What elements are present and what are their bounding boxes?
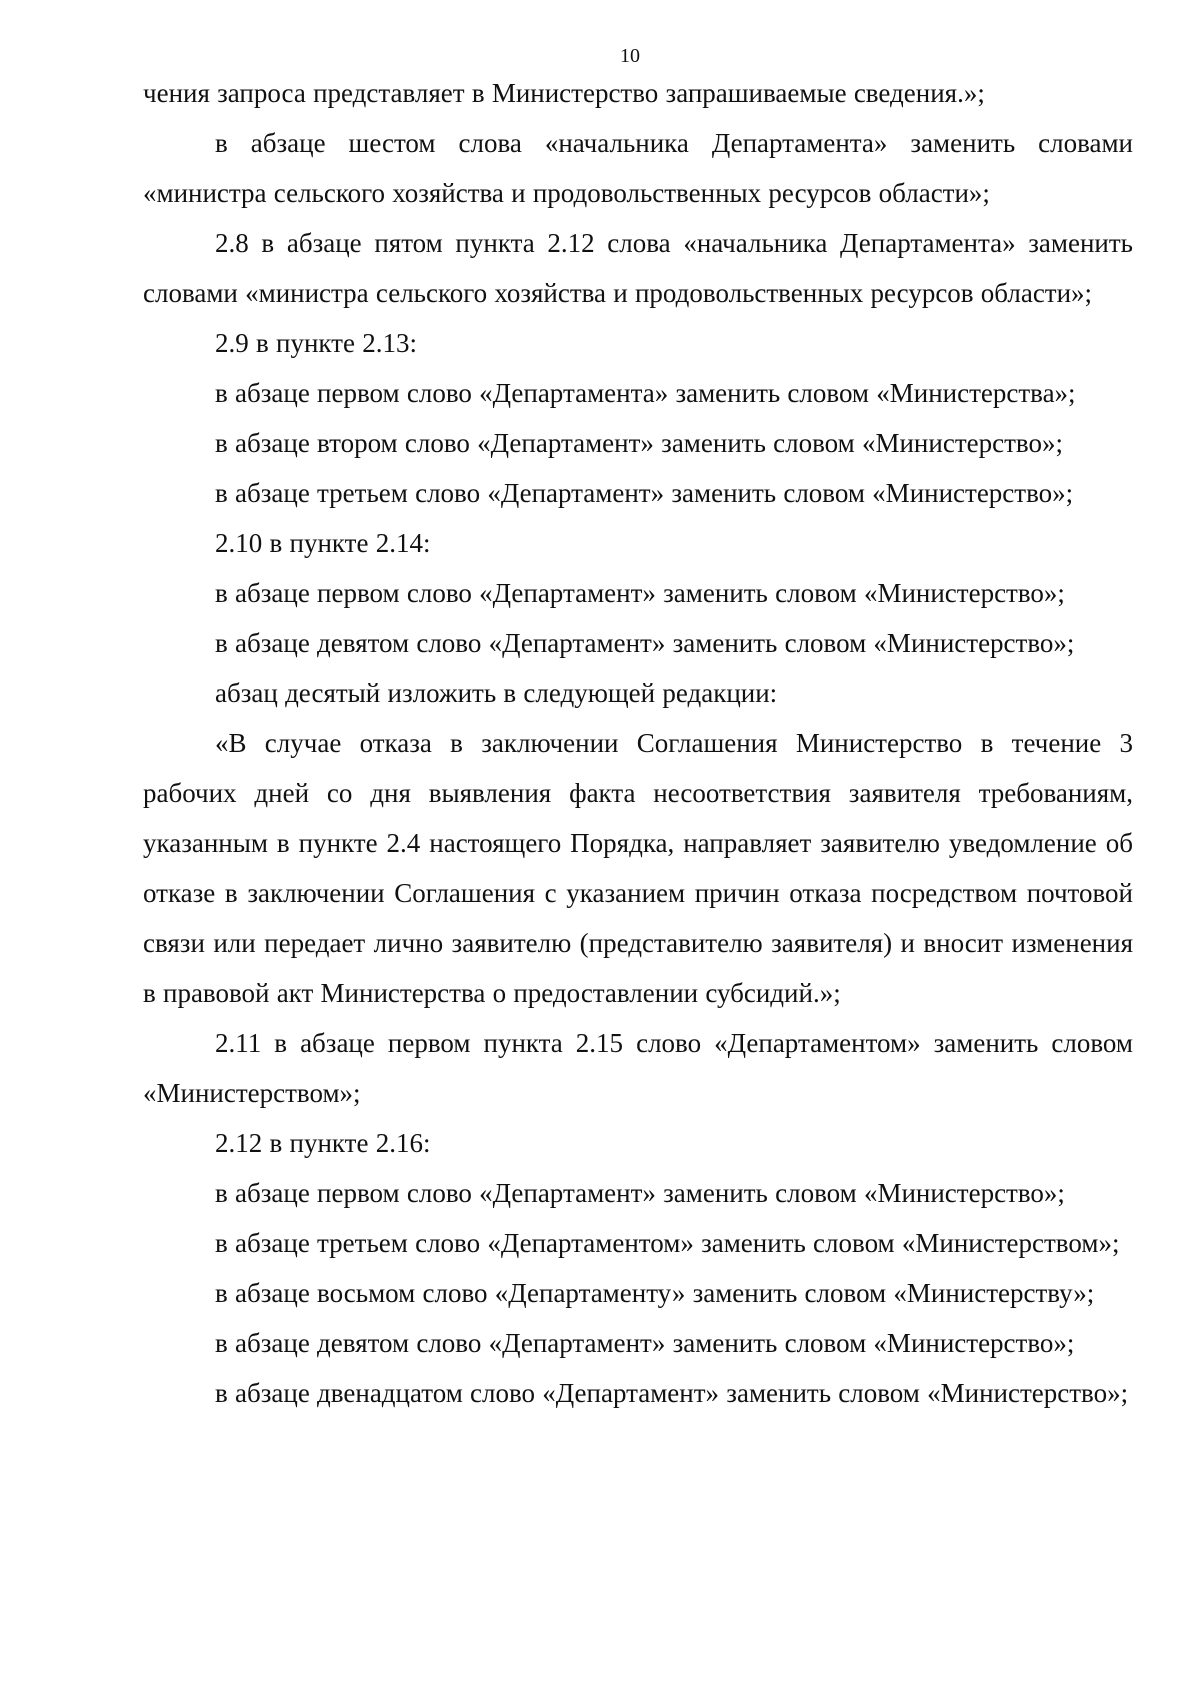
paragraph-1: чения запроса представляет в Министерство запрашиваемые сведения.»; bbox=[143, 78, 985, 108]
page-number: 10 bbox=[620, 45, 640, 67]
paragraph-14: 2.12 в пункте 2.16: bbox=[215, 1128, 431, 1158]
paragraph-17: в абзаце восьмом слово «Департаменту» заменить словом «Министерству»; bbox=[215, 1278, 1095, 1308]
paragraph-15: в абзаце первом слово «Департамент» заменить словом «Министерство»; bbox=[215, 1178, 1065, 1208]
paragraph-12: «В случае отказа в заключении Соглашения Министерство в течение 3 рабочих дней со дня выявления факта несоответствия заявителя требованиям, указанным в пункте 2.4 настоящего Порядка, направляет заявителю уведомление об отказе в заключении Соглашения с указанием причин отказа посредством почтовой связи или передает лично заявителю (представителю заявителя) и вносит изменения в правовой акт Министерства о предоставлении субсидий.»; bbox=[143, 728, 1133, 1008]
paragraph-16: в абзаце третьем слово «Департаментом» заменить словом «Министерством»; bbox=[215, 1228, 1120, 1258]
paragraph-4: 2.9 в пункте 2.13: bbox=[215, 328, 417, 358]
paragraph-13: 2.11 в абзаце первом пункта 2.15 слово «Департаментом» заменить словом «Министерством»; bbox=[143, 1028, 1133, 1108]
paragraph-10: в абзаце девятом слово «Департамент» заменить словом «Министерство»; bbox=[215, 628, 1075, 658]
paragraph-18: в абзаце девятом слово «Департамент» заменить словом «Министерство»; bbox=[215, 1328, 1075, 1358]
paragraph-8: 2.10 в пункте 2.14: bbox=[215, 528, 431, 558]
paragraph-5: в абзаце первом слово «Департамента» заменить словом «Министерства»; bbox=[215, 378, 1076, 408]
paragraph-6: в абзаце втором слово «Департамент» заменить словом «Министерство»; bbox=[215, 428, 1063, 458]
document-body bbox=[143, 68, 1133, 1418]
paragraph-3: 2.8 в абзаце пятом пункта 2.12 слова «начальника Департамента» заменить словами «министра сельского хозяйства и продовольственных ресурсов области»; bbox=[143, 228, 1133, 308]
paragraph-9: в абзаце первом слово «Департамент» заменить словом «Министерство»; bbox=[215, 578, 1065, 608]
paragraph-2: в абзаце шестом слова «начальника Департамента» заменить словами «министра сельского хозяйства и продовольственных ресурсов области»; bbox=[143, 128, 1133, 208]
paragraph-19: в абзаце двенадцатом слово «Департамент» заменить словом «Министерство»; bbox=[215, 1378, 1129, 1408]
paragraph-7: в абзаце третьем слово «Департамент» заменить словом «Министерство»; bbox=[215, 478, 1074, 508]
paragraph-11: абзац десятый изложить в следующей редакции: bbox=[215, 678, 778, 708]
